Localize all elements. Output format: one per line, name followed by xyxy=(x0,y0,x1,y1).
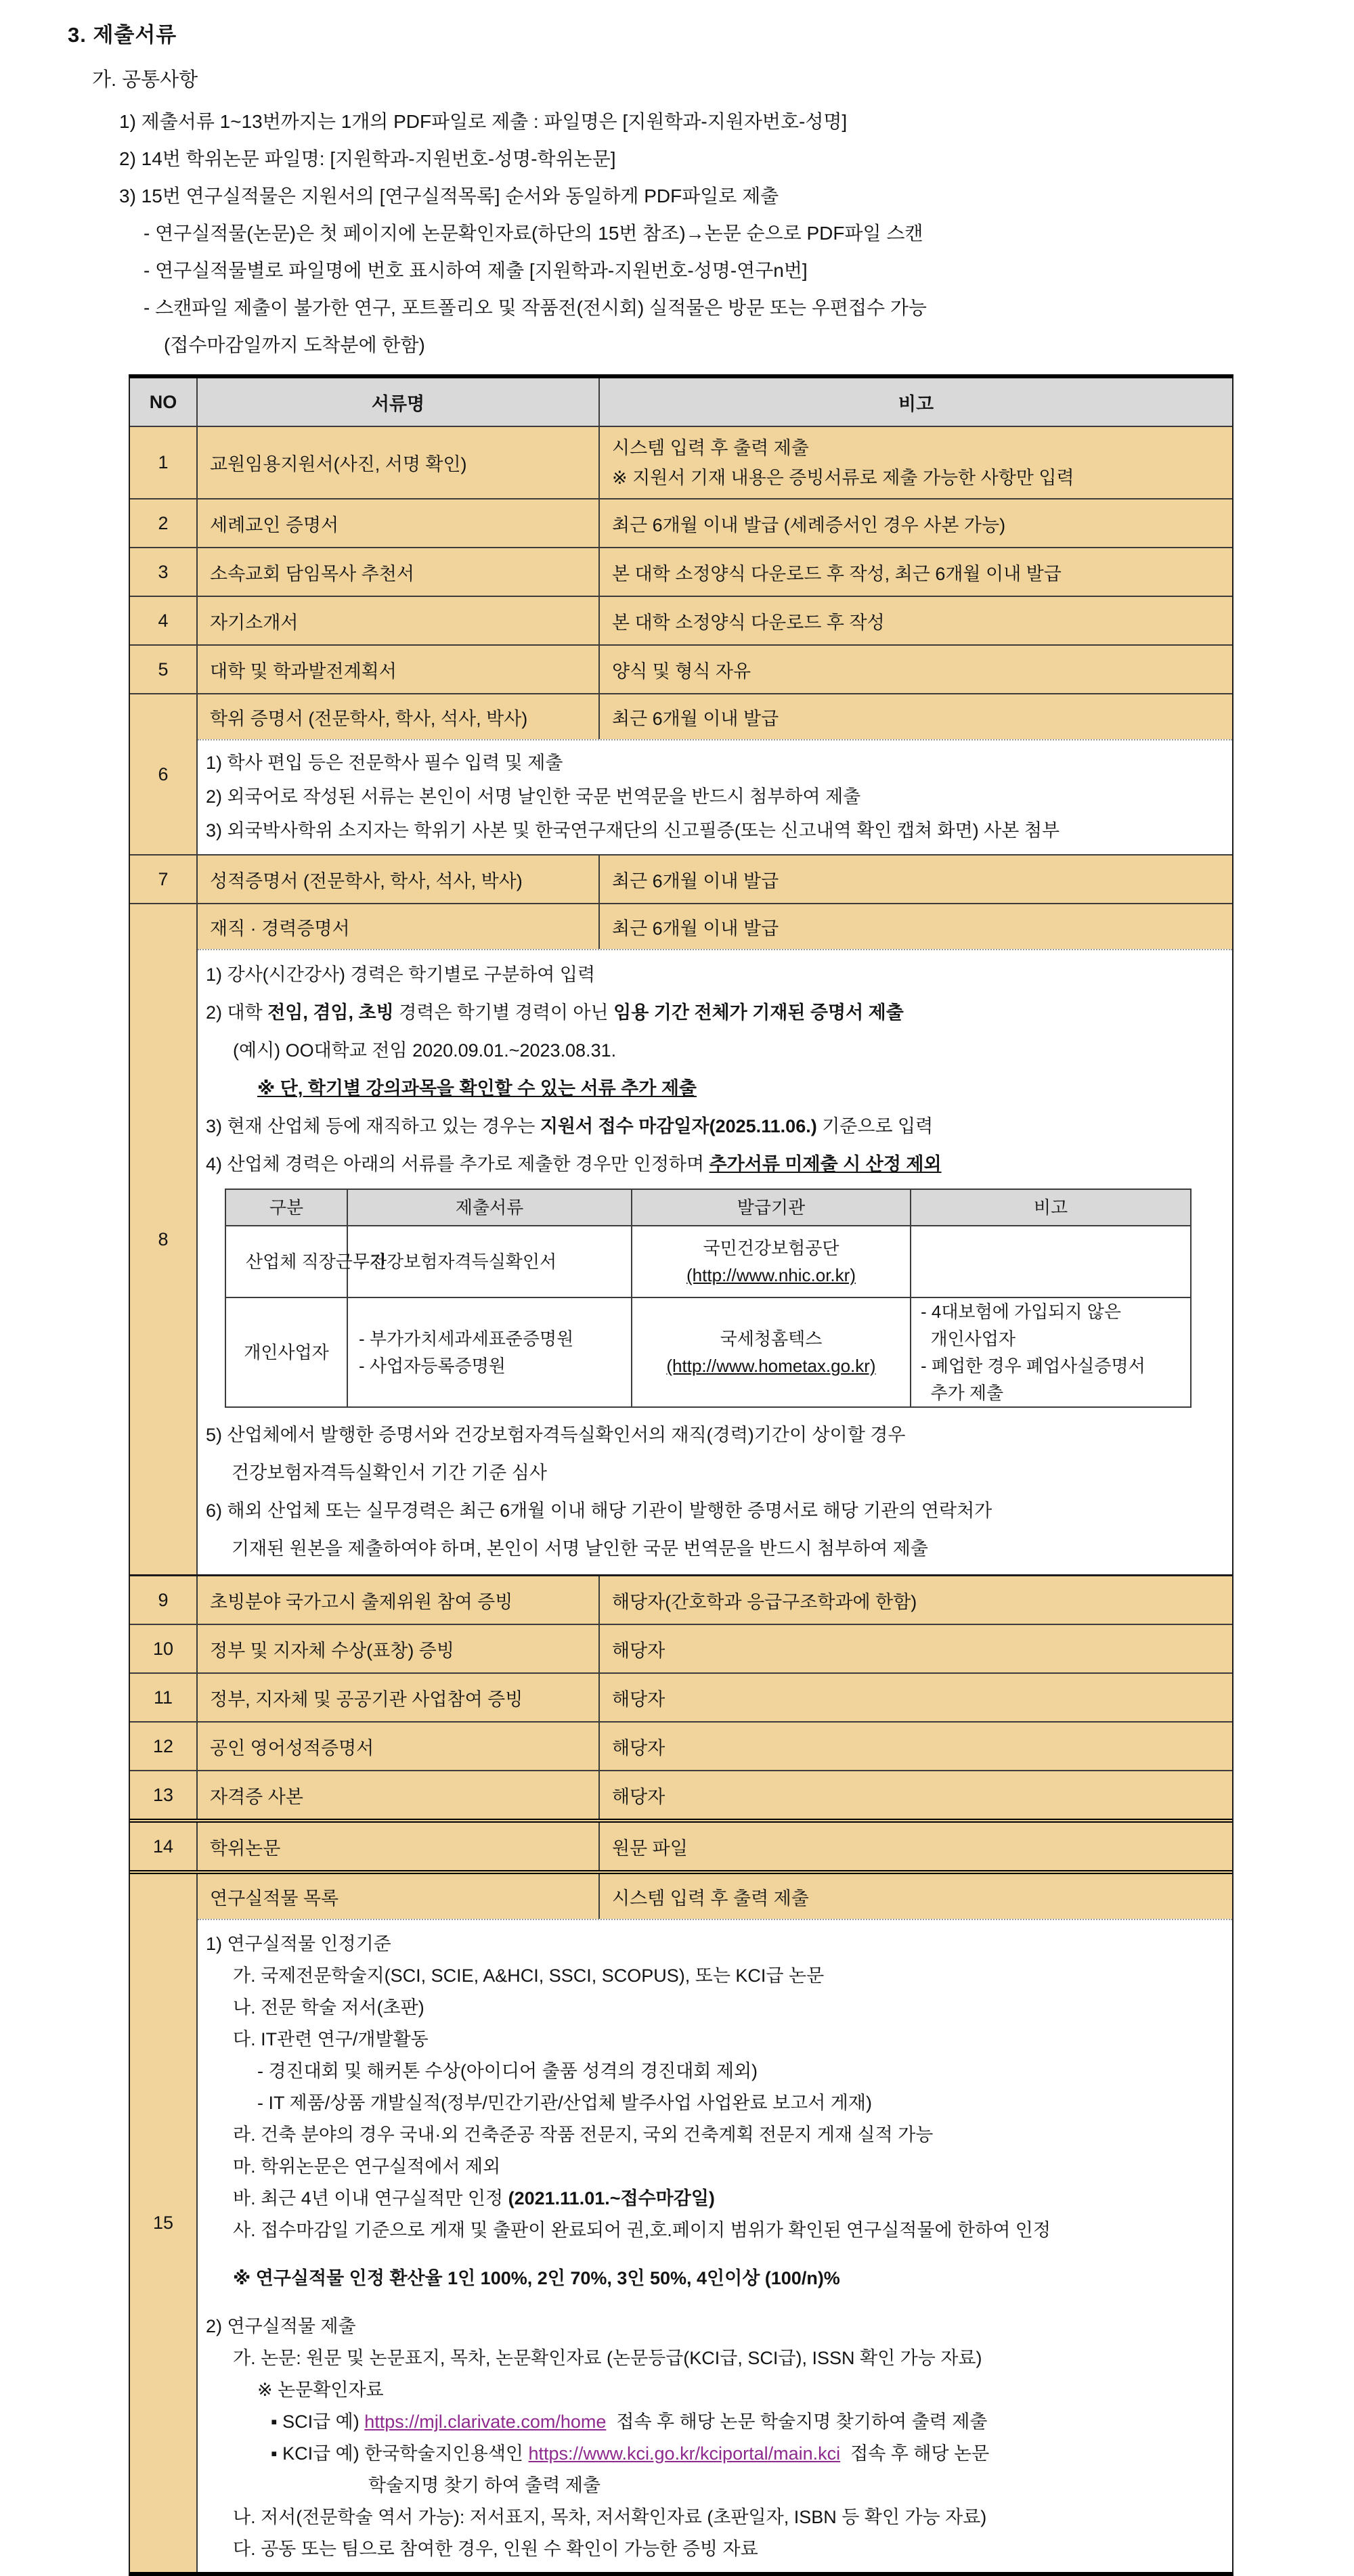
documents-table xyxy=(129,374,1233,2576)
row-no: 1 xyxy=(130,427,198,498)
note-line: 2) 외국어로 작성된 서류는 본인이 서명 날인한 국문 번역문을 반드시 첨부하여 제출 xyxy=(206,786,861,807)
table-row xyxy=(130,1574,1232,1624)
section-label: 가. 공통사항 xyxy=(92,69,198,91)
row-note: 해당자 xyxy=(612,1737,665,1758)
row-name: 소속교회 담임목사 추천서 xyxy=(198,548,600,596)
inner-cell-category: 개인사업자 xyxy=(226,1298,348,1406)
row-note: 해당자 xyxy=(612,1689,665,1710)
row-name: 초빙분야 국가고시 출제위원 참여 증빙 xyxy=(198,1576,600,1624)
note-line: 가. 논문: 원문 및 논문표지, 목차, 논문확인자료 (논문등급(KCI급, SCI급), ISSN 확인 가능 자료) xyxy=(233,2348,982,2368)
table-row xyxy=(130,644,1232,693)
row-6-subrow xyxy=(198,694,1232,739)
note-line: 3) 외국박사학위 소지자는 학위기 사본 및 한국연구재단의 신고필증(또는 신고내역 확인 캡쳐 화면) 사본 첨부 xyxy=(206,820,1060,841)
note-line: 다. 공동 또는 팀으로 참여한 경우, 인원 수 확인이 가능한 증빙 자료 xyxy=(233,2539,758,2559)
header-cell-name: 서류명 xyxy=(198,378,600,426)
industry-proof-table xyxy=(225,1189,1192,1408)
note-line: 2) 대학 전임, 겸임, 초빙 경력은 학기별 경력이 아닌 임용 기간 전체가 기재된 증명서 제출 xyxy=(206,1002,904,1023)
intro-line: 2) 14번 학위논문 파일명: [지원학과-지원번호-성명-학위논문] xyxy=(119,148,616,169)
inner-cell-category: 산업체 직장근무자 xyxy=(226,1226,348,1297)
note-line: ※ 논문확인자료 xyxy=(257,2380,384,2400)
table-row xyxy=(130,426,1232,498)
table-row xyxy=(130,1624,1232,1672)
row-note: 최근 6개월 이내 발급 xyxy=(612,918,779,939)
clarivate-link[interactable]: https://mjl.clarivate.com/home xyxy=(364,2412,607,2432)
note-line: 마. 학위논문은 연구실적에서 제외 xyxy=(233,2156,501,2177)
note-line: 가. 국제전문학술지(SCI, SCIE, A&HCI, SSCI, SCOPUS), 또는 KCI급 논문 xyxy=(233,1966,825,1986)
row-name: 자기소개서 xyxy=(198,597,600,644)
row-no: 15 xyxy=(130,1874,198,2572)
note-line: ※ 단, 학기별 강의과목을 확인할 수 있는 서류 추가 제출 xyxy=(257,1078,697,1098)
inner-cell-issuer: 국민건강보험공단 (http://www.nhic.or.kr) xyxy=(632,1226,911,1297)
inner-cell-note xyxy=(911,1226,1190,1297)
row-note: 해당자 xyxy=(612,1786,665,1807)
table-row xyxy=(130,1721,1232,1770)
note-line: 건강보험자격득실확인서 기간 기준 심사 xyxy=(232,1463,547,1483)
row-note xyxy=(600,427,1232,498)
row-no: 13 xyxy=(130,1771,198,1819)
row-note: 최근 6개월 이내 발급 (세례증서인 경우 사본 가능) xyxy=(612,514,1006,535)
table-row-6 xyxy=(130,693,1232,854)
row-8-subrow xyxy=(198,904,1232,949)
inner-cell-note: - 4대보험에 가입되지 않은 개인사업자 - 폐업한 경우 폐업사실증명서 추가 제출 xyxy=(921,1302,1145,1403)
row-15-notes xyxy=(198,1919,1232,2572)
intro-line: - 연구실적물(논문)은 첫 페이지에 논문확인자료(하단의 15번 참조)→논문 순으로 PDF파일 스캔 xyxy=(144,223,923,244)
note-line: - IT 제품/상품 개발실적(정부/민간기관/산업체 발주사업 사업완료 보고서 게재) xyxy=(257,2093,872,2113)
note-line: 1) 연구실적물 인정기준 xyxy=(206,1934,391,1954)
note-line: - 경진대회 및 해커톤 수상(아이디어 출품 성격의 경진대회 제외) xyxy=(257,2061,758,2081)
row-6-notes xyxy=(198,739,1232,854)
row-no: 6 xyxy=(130,694,198,854)
table-row xyxy=(130,498,1232,547)
inner-table-header xyxy=(226,1190,1190,1225)
row-name: 대학 및 학과발전계획서 xyxy=(198,646,600,693)
note-line: 6) 해외 산업체 또는 실무경력은 최근 6개월 이내 해당 기관이 발행한 증명서로 해당 기관의 연락처가 xyxy=(206,1501,992,1521)
table-row xyxy=(130,547,1232,596)
table-row xyxy=(130,596,1232,644)
row-name: 세례교인 증명서 xyxy=(198,499,600,547)
row-15-subrow xyxy=(198,1874,1232,1919)
row-name: 공인 영어성적증명서 xyxy=(198,1723,600,1770)
note-line: ※ 지원서 기재 내용은 증빙서류로 제출 가능한 사항만 입력 xyxy=(612,467,1074,488)
row-no: 2 xyxy=(130,499,198,547)
note-line: ▪ SCI급 예) https://mjl.clarivate.com/home 접속 후 해당 논문 학술지명 찾기하여 출력 제출 xyxy=(271,2412,988,2432)
note-line: 기재된 원본을 제출하여야 하며, 본인이 서명 날인한 국문 번역문을 반드시 첨부하여 제출 xyxy=(232,1538,928,1559)
table-row xyxy=(130,854,1232,903)
note-line: 나. 전문 학술 저서(초판) xyxy=(233,1997,424,2018)
row-name: 정부 및 지자체 수상(표창) 증빙 xyxy=(198,1625,600,1672)
intro-line: 1) 제출서류 1~13번까지는 1개의 PDF파일로 제출 : 파일명은 [지원학과-지원자번호-성명] xyxy=(119,111,848,132)
row-note: 최근 6개월 이내 발급 xyxy=(612,870,779,891)
inner-table-row xyxy=(226,1225,1190,1297)
note-line: 3) 현재 산업체 등에 재직하고 있는 경우는 지원서 접수 마감일자(2025.11.06.) 기준으로 입력 xyxy=(206,1116,934,1136)
row-note: 해당자(간호학과 응급구조학과에 한함) xyxy=(612,1591,917,1612)
row-note: 최근 6개월 이내 발급 xyxy=(612,708,779,729)
row-name: 정부, 지자체 및 공공기관 사업참여 증빙 xyxy=(198,1674,600,1721)
row-name: 재직 · 경력증명서 xyxy=(198,904,600,949)
note-line: 1) 학사 편입 등은 전문학사 필수 입력 및 제출 xyxy=(206,753,563,773)
row-name: 학위논문 xyxy=(198,1823,600,1870)
note-line: 사. 접수마감일 기준으로 게재 및 출판이 완료되어 권,호.페이지 범위가 확인된 연구실적물에 한하여 인정 xyxy=(233,2220,1051,2240)
note-line: 2) 연구실적물 제출 xyxy=(206,2316,356,2336)
row-no: 8 xyxy=(130,904,198,1574)
row-name: 교원임용지원서(사진, 서명 확인) xyxy=(198,427,600,498)
note-line: 다. IT관련 연구/개발활동 xyxy=(233,2029,429,2049)
row-note: 본 대학 소정양식 다운로드 후 작성, 최근 6개월 이내 발급 xyxy=(612,563,1062,584)
intro-line: 3) 15번 연구실적물은 지원서의 [연구실적목록] 순서와 동일하게 PDF파일로 제출 xyxy=(119,185,779,206)
row-no: 9 xyxy=(130,1576,198,1624)
inner-table-row xyxy=(226,1297,1190,1406)
inner-header-note: 비고 xyxy=(1033,1197,1068,1218)
inner-cell-issuer: 국세청홈텍스 (http://www.hometax.go.kr) xyxy=(632,1298,911,1406)
note-line: ▪ KCI급 예) 한국학술지인용색인 https://www.kci.go.kr/kciportal/main.kci 접속 후 해당 논문 xyxy=(271,2443,990,2464)
doc-title: 3. 제출서류 xyxy=(68,23,177,47)
row-no: 14 xyxy=(130,1823,198,1870)
row-name: 성적증명서 (전문학사, 학사, 석사, 박사) xyxy=(198,856,600,903)
inner-cell-documents: - 부가가치세과세표준증명원 - 사업자등록증명원 xyxy=(348,1298,632,1406)
row-note: 본 대학 소정양식 다운로드 후 작성 xyxy=(612,612,885,633)
table-row xyxy=(130,1770,1232,1819)
table-row xyxy=(130,1819,1232,1870)
hometax-link[interactable]: (http://www.hometax.go.kr) xyxy=(666,1356,876,1376)
row-no: 4 xyxy=(130,597,198,644)
row-8-notes xyxy=(198,949,1232,1574)
intro-line: - 스캔파일 제출이 불가한 연구, 포트폴리오 및 작품전(전시회) 실적물은 방문 또는 우편접수 가능 xyxy=(144,297,927,318)
inner-header-documents: 제출서류 xyxy=(348,1190,632,1225)
note-line: 라. 건축 분야의 경우 국내·외 건축준공 작품 전문지, 국외 건축계획 전문지 게재 실적 가능 xyxy=(233,2125,934,2145)
kci-link[interactable]: https://www.kci.go.kr/kciportal/main.kci xyxy=(528,2443,841,2464)
note-line: 5) 산업체에서 발행한 증명서와 건강보험자격득실확인서의 재직(경력)기간이 상이할 경우 xyxy=(206,1425,906,1445)
inner-cell-documents: - 건강보험자격득실확인서 xyxy=(348,1226,632,1297)
intro-line: (접수마감일까지 도착분에 한함) xyxy=(164,334,425,355)
note-line: 1) 강사(시간강사) 경력은 학기별로 구분하여 입력 xyxy=(206,964,596,985)
row-name: 자격증 사본 xyxy=(198,1771,600,1819)
header-cell-note: 비고 xyxy=(898,393,934,414)
note-line: ※ 연구실적물 인정 환산율 1인 100%, 2인 70%, 3인 50%, 4인이상 (100/n)% xyxy=(233,2268,840,2288)
row-no: 11 xyxy=(130,1674,198,1721)
note-line: 나. 저서(전문학술 역서 가능): 저서표지, 목차, 저서확인자료 (초판일자, ISBN 등 확인 가능 자료) xyxy=(233,2507,987,2527)
nhic-link[interactable]: (http://www.nhic.or.kr) xyxy=(686,1265,856,1285)
row-note: 원문 파일 xyxy=(612,1838,688,1859)
intro-line: - 연구실적물별로 파일명에 번호 표시하여 제출 [지원학과-지원번호-성명-연구n번] xyxy=(144,260,808,281)
note-line: (예시) OO대학교 전임 2020.09.01.~2023.08.31. xyxy=(233,1040,617,1061)
note-line: 학술지명 찾기 하여 출력 제출 xyxy=(368,2475,600,2495)
note-line: 시스템 입력 후 출력 제출 xyxy=(612,437,809,458)
row-no: 10 xyxy=(130,1625,198,1672)
inner-header-category: 구분 xyxy=(226,1190,348,1225)
row-no: 7 xyxy=(130,856,198,903)
row-name: 연구실적물 목록 xyxy=(198,1874,600,1919)
row-note: 해당자 xyxy=(612,1640,665,1661)
row-note: 양식 및 형식 자유 xyxy=(612,661,751,682)
header-cell-no: NO xyxy=(130,378,198,426)
table-row-8 xyxy=(130,903,1232,1574)
note-line: 4) 산업체 경력은 아래의 서류를 추가로 제출한 경우만 인정하며 추가서류 미제출 시 산정 제외 xyxy=(206,1154,942,1174)
row-no: 3 xyxy=(130,548,198,596)
inner-header-issuer: 발급기관 xyxy=(632,1190,911,1225)
table-row-15 xyxy=(130,1870,1232,2572)
table-header-row xyxy=(130,378,1232,426)
row-name: 학위 증명서 (전문학사, 학사, 석사, 박사) xyxy=(198,694,600,739)
table-row xyxy=(130,1672,1232,1721)
intro-section xyxy=(0,0,1354,363)
row-no: 5 xyxy=(130,646,198,693)
row-note: 시스템 입력 후 출력 제출 xyxy=(612,1888,809,1909)
row-no: 12 xyxy=(130,1723,198,1770)
note-line: 바. 최근 4년 이내 연구실적만 인정 (2021.11.01.~접수마감일) xyxy=(233,2188,715,2208)
